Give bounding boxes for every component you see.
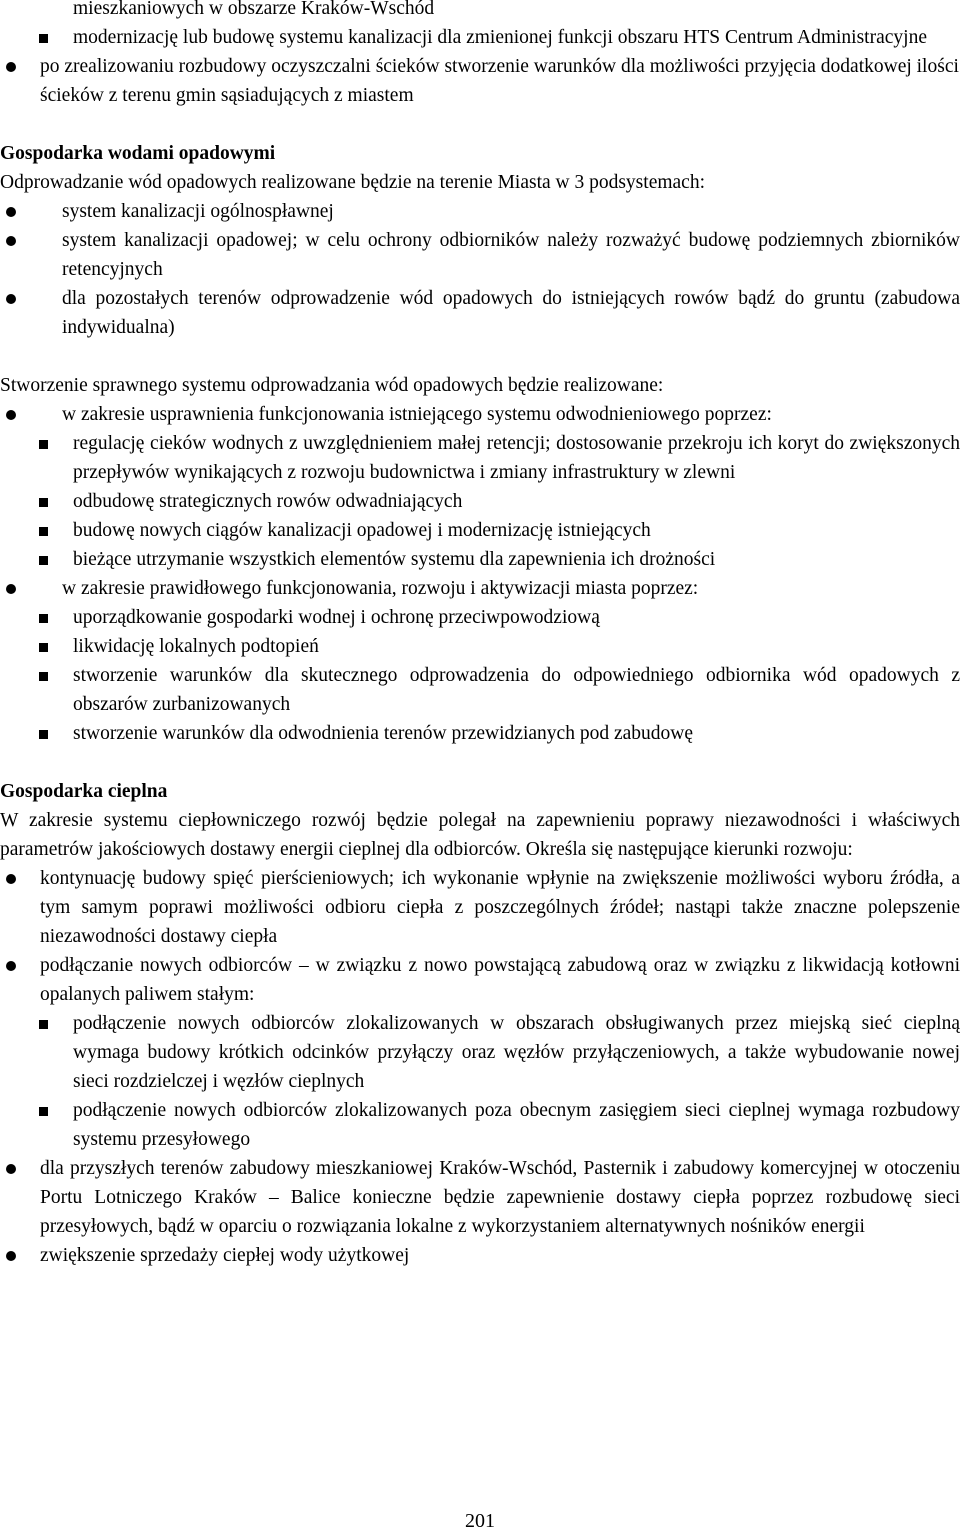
list-item: system kanalizacji ogólnospławnej [0, 197, 960, 226]
list-item: w zakresie usprawnienia funkcjonowania istniejącego systemu odwodnieniowego poprzez: [0, 400, 960, 429]
paragraph: Odprowadzanie wód opadowych realizowane będzie na terenie Miasta w 3 podsystemach: [0, 172, 705, 193]
bullet-icon [0, 226, 62, 255]
bullet-icon [0, 951, 40, 980]
list-item: podłączanie nowych odbiorców – w związku z nowo powstającą zabudową oraz w związku z likwidacją kotłowni opalanych paliwem stałym: [0, 951, 960, 1009]
list-item: uporządkowanie gospodarki wodnej i ochronę przeciwpowodziową [0, 603, 960, 632]
square-bullet-icon [0, 23, 73, 52]
bullet-icon [0, 574, 62, 603]
list-item: stworzenie warunków dla odwodnienia terenów przewidzianych pod zabudowę [0, 719, 960, 748]
list-item: dla przyszłych terenów zabudowy mieszkaniowej Kraków-Wschód, Pasternik i zabudowy komercyjnej w otoczeniu Portu Lotniczego Kraków – Balice konieczne będzie zapewnienie dostawy ciepła poprzez rozbudowę sieci przesyłowych, bądź w oparciu o rozwiązania lokalne z wykorzystaniem alternatywnych nośników energii [0, 1154, 960, 1241]
list-item: regulację cieków wodnych z uwzględnieniem małej retencji; dostosowanie przekroju ich koryt do zwiększonych przepływów wynikających z rozwoju budownictwa i zmiany infrastruktury w zlewni [0, 429, 960, 487]
paragraph: W zakresie systemu ciepłowniczego rozwój będzie polegał na zapewnieniu poprawy niezawodności i właściwych parametrów jakościowych dostawy energii cieplnej dla odbiorców. Określa się następujące kierunki rozwoju: [0, 810, 960, 860]
bullet-icon [0, 284, 62, 313]
list-item: po zrealizowaniu rozbudowy oczyszczalni ścieków stworzenie warunków dla możliwości przyjęcia dodatkowej ilości ścieków z terenu gmin sąsiadujących z miastem [0, 52, 960, 110]
square-bullet-icon [0, 719, 73, 748]
bullet-icon [0, 864, 40, 893]
list-item: odbudowę strategicznych rowów odwadniających [0, 487, 960, 516]
list-item: likwidację lokalnych podtopień [0, 632, 960, 661]
section-heading-rainwater: Gospodarka wodami opadowymi [0, 143, 276, 164]
list-item: stworzenie warunków dla skutecznego odprowadzenia do odpowiedniego odbiornika wód opadowych z obszarów zurbanizowanych [0, 661, 960, 719]
list-item: modernizację lub budowę systemu kanalizacji dla zmienionej funkcji obszaru HTS Centrum Administracyjne [0, 23, 960, 52]
square-bullet-icon [0, 603, 73, 632]
continued-line: mieszkaniowych w obszarze Kraków-Wschód [73, 0, 435, 19]
list-item: podłączenie nowych odbiorców zlokalizowanych w obszarach obsługiwanych przez miejską sieć cieplną wymaga budowy krótkich odcinków przyłączy oraz węzłów przyłączeniowych, a także wybudowanie nowej sieci rozdzielczej i węzłów cieplnych [0, 1009, 960, 1096]
square-bullet-icon [0, 661, 73, 690]
list-item: budowę nowych ciągów kanalizacji opadowej i modernizację istniejących [0, 516, 960, 545]
square-bullet-icon [0, 1096, 73, 1125]
square-bullet-icon [0, 487, 73, 516]
square-bullet-icon [0, 545, 73, 574]
list-item: podłączenie nowych odbiorców zlokalizowanych poza obecnym zasięgiem sieci cieplnej wymaga rozbudowy systemu przesyłowego [0, 1096, 960, 1154]
list-item: dla pozostałych terenów odprowadzenie wód opadowych do istniejących rowów bądź do gruntu (zabudowa indywidualna) [0, 284, 960, 342]
bullet-icon [0, 197, 62, 226]
square-bullet-icon [0, 1009, 73, 1038]
square-bullet-icon [0, 429, 73, 458]
bullet-icon [0, 400, 62, 429]
list-item: zwiększenie sprzedaży ciepłej wody użytkowej [0, 1241, 960, 1270]
square-bullet-icon [0, 516, 73, 545]
bullet-icon [0, 1154, 40, 1183]
page-number: 201 [465, 1510, 495, 1532]
list-item: bieżące utrzymanie wszystkich elementów systemu dla zapewnienia ich drożności [0, 545, 960, 574]
square-bullet-icon [0, 632, 73, 661]
bullet-icon [0, 1241, 40, 1270]
paragraph: Stworzenie sprawnego systemu odprowadzania wód opadowych będzie realizowane: [0, 375, 664, 396]
list-item: kontynuację budowy spięć pierścieniowych; ich wykonanie wpłynie na zwiększenie możliwości wyboru źródła, a tym samym poprawi możliwości odbioru ciepła z poszczególnych źródeł; nastąpi także znaczne polepszenie niezawodności dostawy ciepła [0, 864, 960, 951]
bullet-icon [0, 52, 40, 81]
list-item: w zakresie prawidłowego funkcjonowania, rozwoju i aktywizacji miasta poprzez: [0, 574, 960, 603]
list-item: system kanalizacji opadowej; w celu ochrony odbiorników należy rozważyć budowę podziemnych zbiorników retencyjnych [0, 226, 960, 284]
section-heading-heating: Gospodarka cieplna [0, 781, 168, 802]
